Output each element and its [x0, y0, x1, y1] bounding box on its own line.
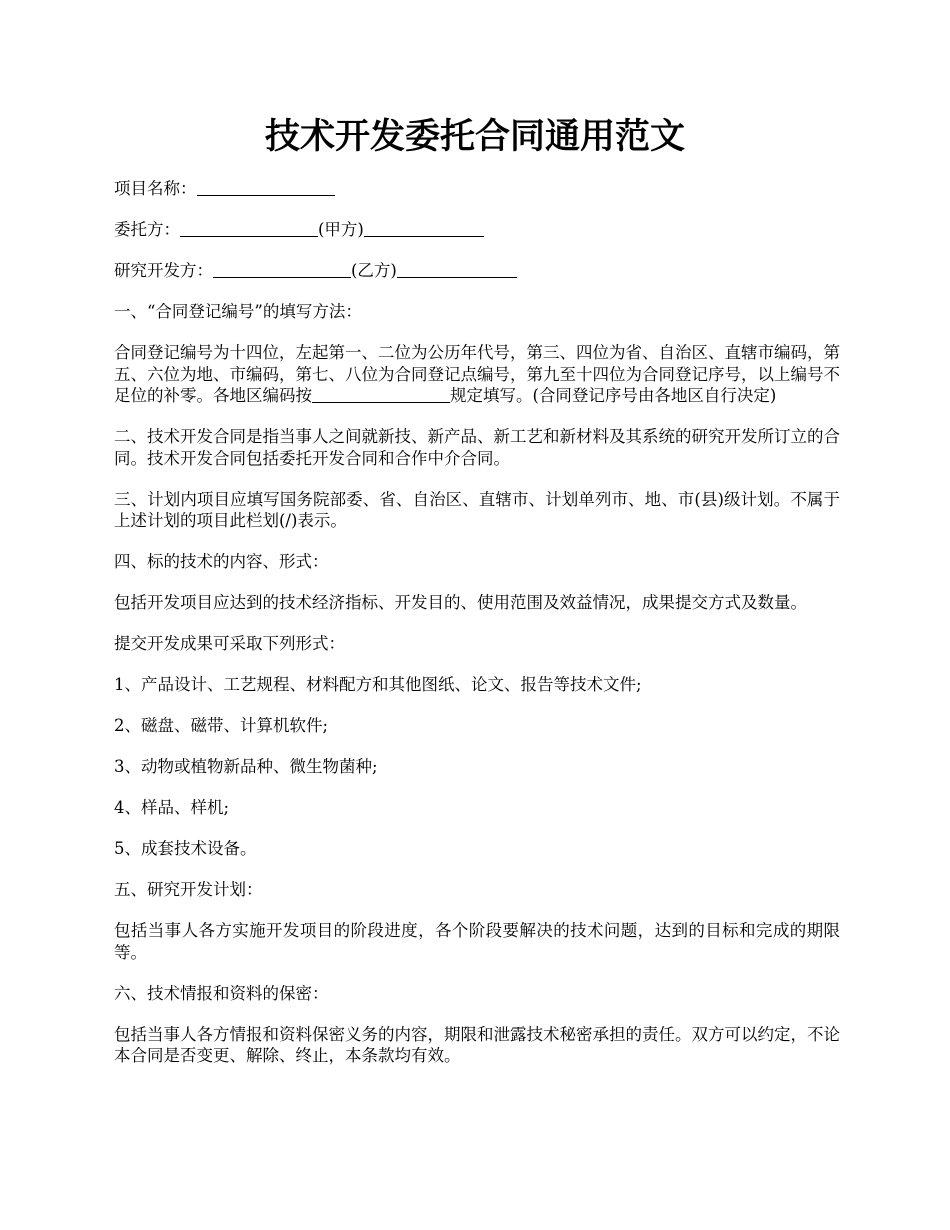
section-1-body — [114, 342, 840, 407]
form-item: 3、动物或植物新品种、微生物菌种; — [114, 757, 378, 776]
section-6-heading: 六、技术情报和资料的保密： — [114, 983, 329, 1003]
form-item: 5、成套技术设备。 — [114, 839, 257, 858]
section-4-forms-intro: 提交开发成果可采取下列形式： — [114, 634, 345, 653]
section-5-heading: 五、研究开发计划： — [114, 880, 263, 899]
section-3-paragraph: 三、计划内项目应填写国务院部委、省、自治区、直辖市、计划单列市、地、市(县)级计划。不属于上述计划的项目此栏划(/)表示。 — [114, 489, 840, 530]
section-4-body: 包括开发项目应达到的技术经济指标、开发目的、使用范围及效益情况，成果提交方式及数量。 — [114, 593, 807, 612]
developer-label: 研究开发方： — [114, 261, 213, 280]
section-1-heading: 一、“合同登记编号”的填写方法： — [114, 302, 362, 321]
developer-name-blank — [213, 261, 351, 278]
section-1-body-after: 规定填写。(合同登记序号由各地区自行决定) — [450, 386, 777, 405]
form-item: 2、磁盘、磁带、计算机软件; — [114, 716, 329, 735]
region-code-blank — [312, 386, 450, 403]
section-2-paragraph: 二、技术开发合同是指当事人之间就新技、新产品、新工艺和新材料及其系统的研究开发所订立的合同。技术开发合同包括委托开发合同和合作中介合同。 — [114, 427, 840, 468]
project-name-field — [114, 178, 840, 200]
client-label: 委托方： — [114, 220, 180, 239]
section-5-body: 包括当事人各方实施开发项目的阶段进度，各个阶段要解决的技术问题，达到的目标和完成的期限等。 — [114, 921, 840, 962]
document-body — [114, 178, 840, 1086]
section-6-body: 包括当事人各方情报和资料保密义务的内容，期限和泄露技术秘密承担的责任。双方可以约定，不论本合同是否变更、解除、终止，本条款均有效。 — [114, 1024, 840, 1065]
client-name-blank — [180, 220, 318, 237]
section-1-body-before: 合同登记编号为十四位，左起第一、二位为公历年代号，第三、四位为省、自治区、直辖市编码，第五、六位为地、市编码，第七、八位为合同登记点编号，第九至十四位为合同登记序号，以上编号不足位的补零。各地区编码按 — [114, 343, 840, 405]
form-item: 1、产品设计、工艺规程、材料配方和其他图纸、论文、报告等技术文件; — [114, 675, 642, 694]
developer-field — [114, 260, 840, 282]
section-4-heading: 四、标的技术的内容、形式： — [114, 552, 329, 571]
project-name-label: 项目名称： — [114, 179, 197, 198]
project-name-blank — [197, 179, 335, 196]
client-extra-blank — [364, 220, 484, 237]
party-b-label: (乙方) — [351, 261, 397, 280]
form-item: 4、样品、样机; — [114, 798, 230, 817]
client-field — [114, 219, 840, 241]
developer-extra-blank — [397, 261, 517, 278]
party-a-label: (甲方) — [318, 220, 364, 239]
document-title: 技术开发委托合同通用范文 — [264, 116, 685, 157]
